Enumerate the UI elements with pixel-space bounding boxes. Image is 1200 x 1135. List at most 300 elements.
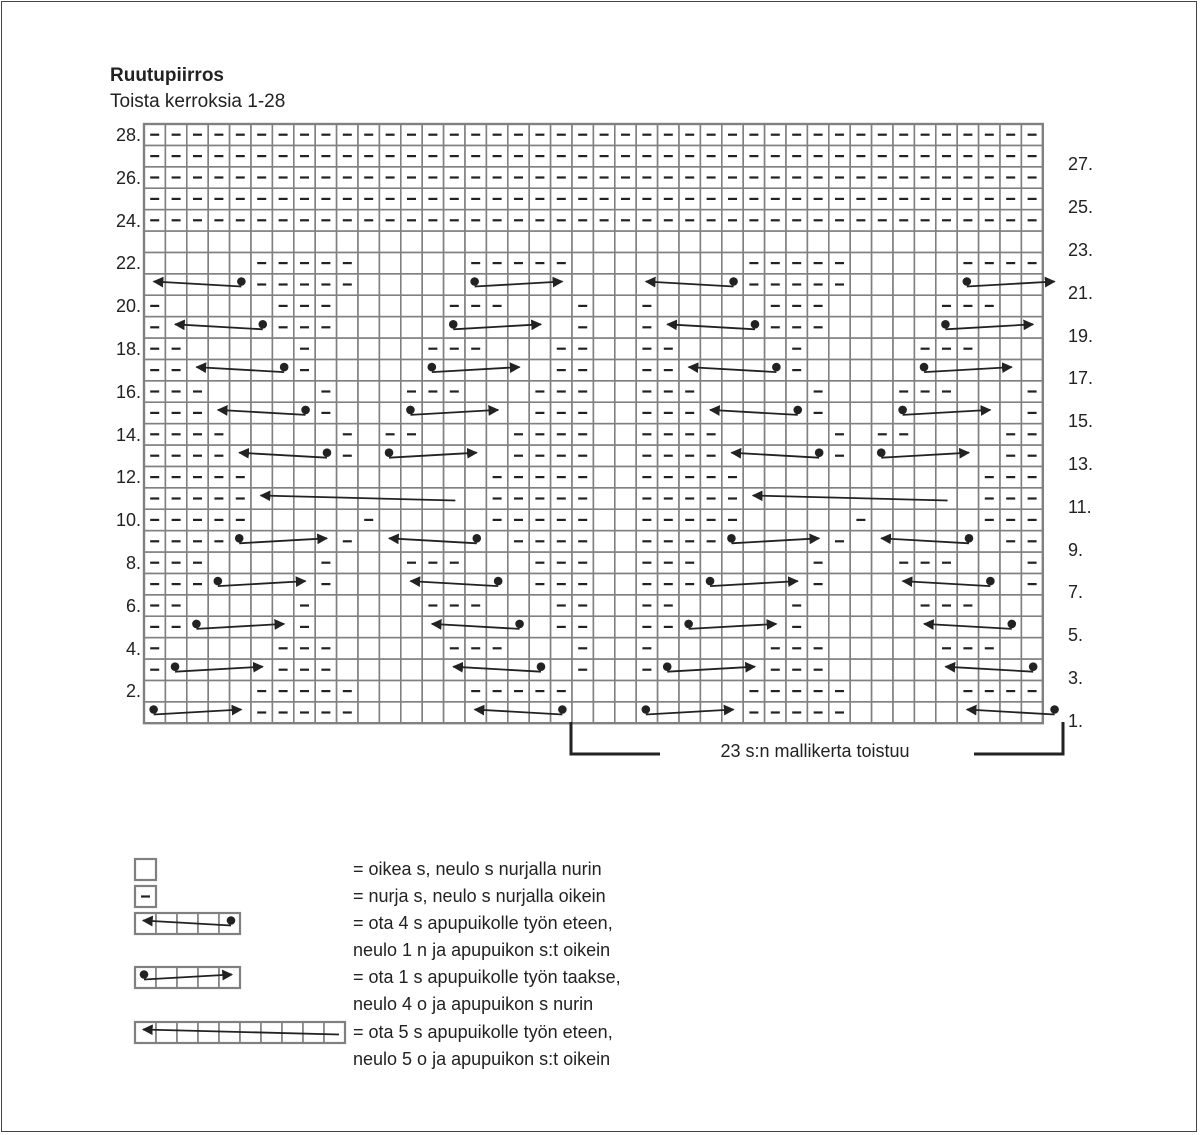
chart-cell	[722, 638, 743, 659]
chart-cell	[957, 466, 978, 487]
cable-dot	[706, 577, 715, 586]
chart-cell	[551, 231, 572, 252]
chart-cell	[979, 595, 1000, 616]
chart-cell	[551, 638, 572, 659]
chart-cell	[208, 295, 229, 316]
chart-cell	[593, 338, 614, 359]
chart-cell	[807, 595, 828, 616]
chart-cell	[850, 573, 871, 594]
chart-cell	[786, 424, 807, 445]
chart-cell	[508, 231, 529, 252]
chart-cell	[936, 509, 957, 530]
chart-cell	[914, 466, 935, 487]
chart-cell	[230, 638, 251, 659]
chart-cell	[508, 338, 529, 359]
chart-cell	[486, 702, 507, 723]
chart-cell	[1000, 638, 1021, 659]
chart-cell	[444, 680, 465, 701]
chart-cell	[872, 359, 893, 380]
chart-cell	[807, 424, 828, 445]
chart-cell	[465, 488, 486, 509]
chart-cell	[936, 466, 957, 487]
chart-cell	[700, 702, 721, 723]
chart-cell	[422, 424, 443, 445]
chart-cell	[615, 359, 636, 380]
chart-cell	[850, 252, 871, 273]
chart-cell	[722, 252, 743, 273]
chart-cell	[1000, 595, 1021, 616]
cable-dot	[793, 406, 802, 415]
chart-cell	[636, 252, 657, 273]
chart-cell	[529, 231, 550, 252]
chart-cell	[593, 252, 614, 273]
chart-cell	[829, 509, 850, 530]
chart-cell	[615, 488, 636, 509]
chart-cell	[872, 531, 893, 552]
chart-cell	[294, 466, 315, 487]
chart-cell	[914, 702, 935, 723]
chart-cell	[165, 680, 186, 701]
chart-cell	[872, 317, 893, 338]
chart-cell	[829, 317, 850, 338]
chart-cell	[914, 573, 935, 594]
chart-cell	[936, 252, 957, 273]
chart-cell	[722, 552, 743, 573]
chart-cell	[230, 295, 251, 316]
chart-cell	[529, 295, 550, 316]
chart-cell	[679, 680, 700, 701]
chart-cell	[914, 488, 935, 509]
chart-cell	[936, 702, 957, 723]
chart-cell	[807, 466, 828, 487]
chart-cell	[401, 338, 422, 359]
chart-cell	[658, 680, 679, 701]
chart-cell	[486, 231, 507, 252]
chart-cell	[957, 488, 978, 509]
chart-cell	[1000, 231, 1021, 252]
chart-cell	[850, 274, 871, 295]
chart-cell	[893, 466, 914, 487]
chart-cell	[230, 552, 251, 573]
chart-cell	[593, 638, 614, 659]
cable-dot	[729, 277, 738, 286]
chart-cell	[615, 317, 636, 338]
chart-cell	[765, 231, 786, 252]
cable-dot	[171, 662, 180, 671]
chart-cell	[208, 402, 229, 423]
chart-cell	[593, 702, 614, 723]
cable-dot	[323, 448, 332, 457]
chart-cell	[700, 295, 721, 316]
chart-cell	[422, 295, 443, 316]
chart-cell	[379, 595, 400, 616]
chart-cell	[914, 424, 935, 445]
chart-cell	[850, 552, 871, 573]
chart-cell	[593, 552, 614, 573]
chart-cell	[315, 231, 336, 252]
chart-cell	[529, 338, 550, 359]
row-label-right: 15.	[1068, 411, 1094, 432]
chart-cell	[486, 595, 507, 616]
chart-cell	[700, 638, 721, 659]
chart-cell	[508, 359, 529, 380]
chart-cell	[572, 274, 593, 295]
chart-cell	[786, 488, 807, 509]
chart-cell	[379, 702, 400, 723]
chart-cell	[379, 402, 400, 423]
row-label-left: 16.	[115, 381, 141, 402]
chart-cell	[1021, 595, 1042, 616]
cable-dot	[877, 448, 886, 457]
chart-cell	[807, 616, 828, 637]
chart-cell	[743, 381, 764, 402]
legend-text: neulo 4 o ja apupuikon s nurin	[353, 994, 594, 1014]
legend-text: = ota 1 s apupuikolle työn taakse,	[353, 967, 621, 987]
chart-cell	[294, 424, 315, 445]
chart-cell	[251, 424, 272, 445]
chart-cell	[872, 402, 893, 423]
chart-cell	[337, 359, 358, 380]
chart-cell	[979, 424, 1000, 445]
chart-cell	[593, 680, 614, 701]
chart-cell	[529, 359, 550, 380]
chart-cell	[872, 381, 893, 402]
chart-cell	[936, 424, 957, 445]
chart-cell	[337, 509, 358, 530]
chart-cell	[1000, 552, 1021, 573]
chart-cell	[679, 359, 700, 380]
chart-cell	[401, 573, 422, 594]
chart-cell	[1000, 402, 1021, 423]
chart-cell	[872, 338, 893, 359]
chart-cell	[272, 616, 293, 637]
chart-cell	[979, 702, 1000, 723]
row-label-left: 22.	[115, 253, 141, 274]
chart-cell	[358, 638, 379, 659]
row-label-right: 7.	[1068, 582, 1084, 603]
chart-cell	[829, 595, 850, 616]
chart-cell	[850, 702, 871, 723]
cable-dot	[192, 620, 201, 629]
chart-cell	[850, 359, 871, 380]
chart-cell	[444, 445, 465, 466]
chart-cell	[593, 595, 614, 616]
chart-cell	[957, 552, 978, 573]
chart-cell	[508, 552, 529, 573]
chart-cell	[957, 231, 978, 252]
chart-cell	[615, 702, 636, 723]
chart-cell	[187, 317, 208, 338]
chart-cell	[700, 252, 721, 273]
row-label-left: 24.	[115, 210, 141, 231]
chart-cell	[593, 295, 614, 316]
chart-cell	[936, 659, 957, 680]
chart-cell	[272, 595, 293, 616]
chart-cell	[508, 317, 529, 338]
chart-cell	[358, 573, 379, 594]
legend-text: = ota 4 s apupuikolle työn eteen,	[353, 913, 613, 933]
row-label-right: 11.	[1068, 496, 1092, 517]
chart-cell	[401, 680, 422, 701]
chart-cell	[872, 573, 893, 594]
chart-cell	[422, 702, 443, 723]
chart-cell	[743, 638, 764, 659]
chart-cell	[914, 509, 935, 530]
chart-cell	[872, 616, 893, 637]
repeat-label: 23 s:n mallikerta toistuu	[720, 741, 910, 761]
cable-dot	[385, 448, 394, 457]
chart-cell	[872, 638, 893, 659]
chart-cell	[593, 509, 614, 530]
chart-cell	[208, 359, 229, 380]
legend-text: neulo 5 o ja apupuikon s:t oikein	[353, 1049, 611, 1069]
chart-cell	[979, 381, 1000, 402]
legend-symbol-cable-4-front	[135, 913, 240, 934]
chart-cell	[743, 338, 764, 359]
chart-cell	[187, 252, 208, 273]
chart-cell	[636, 231, 657, 252]
chart-cell	[422, 638, 443, 659]
legend-symbol-cable-5-front	[135, 1022, 345, 1043]
cable-dot	[963, 277, 972, 286]
chart-cell	[615, 338, 636, 359]
chart-cell	[872, 680, 893, 701]
chart-cell	[529, 317, 550, 338]
chart-cell	[850, 445, 871, 466]
chart-cell	[251, 638, 272, 659]
chart-cell	[850, 402, 871, 423]
chart-cell	[872, 702, 893, 723]
chart-cell	[872, 295, 893, 316]
chart-cell	[422, 252, 443, 273]
chart-cell	[829, 466, 850, 487]
cable-dot	[815, 448, 824, 457]
chart-cell	[679, 595, 700, 616]
cable-dot	[258, 320, 267, 329]
chart-cell	[358, 424, 379, 445]
row-label-right: 27.	[1068, 154, 1094, 175]
chart-cell	[829, 402, 850, 423]
chart-cell	[208, 381, 229, 402]
row-label-right: 1.	[1068, 710, 1084, 731]
chart-cell	[829, 659, 850, 680]
chart-cell	[829, 231, 850, 252]
chart-cell	[315, 359, 336, 380]
chart-cell	[893, 359, 914, 380]
chart-cell	[936, 616, 957, 637]
chart-cell	[572, 702, 593, 723]
chart-cell	[251, 509, 272, 530]
chart-cell	[658, 317, 679, 338]
chart-cell	[294, 231, 315, 252]
chart-cell	[615, 595, 636, 616]
chart-cell	[1021, 295, 1042, 316]
chart-cell	[358, 466, 379, 487]
chart-cell	[551, 659, 572, 680]
chart-cell	[294, 552, 315, 573]
cable-dot	[772, 363, 781, 372]
cable-dot	[986, 577, 995, 586]
chart-cell	[465, 509, 486, 530]
chart-cell	[850, 680, 871, 701]
legend-symbols	[135, 859, 345, 1043]
chart-cell	[337, 466, 358, 487]
chart-cell	[230, 702, 251, 723]
chart-cell	[208, 595, 229, 616]
chart-cell	[465, 402, 486, 423]
chart-cell	[422, 466, 443, 487]
chart-cell	[444, 659, 465, 680]
chart-cell	[936, 680, 957, 701]
chart-cell	[401, 317, 422, 338]
chart-cell	[850, 595, 871, 616]
chart-cell	[401, 659, 422, 680]
chart-cell	[615, 274, 636, 295]
chart-cell	[700, 381, 721, 402]
chart-cell	[379, 295, 400, 316]
chart-cell	[743, 445, 764, 466]
chart-cell	[850, 616, 871, 637]
chart-cell	[444, 466, 465, 487]
chart-cell	[358, 595, 379, 616]
chart-cell	[529, 638, 550, 659]
chart-cell	[337, 295, 358, 316]
legend-text: = oikea s, neulo s nurjalla nurin	[353, 859, 602, 879]
chart-cell	[593, 466, 614, 487]
chart-cell	[337, 616, 358, 637]
chart-cell	[272, 488, 293, 509]
chart-cell	[251, 552, 272, 573]
chart-cell	[486, 338, 507, 359]
chart-cell	[294, 531, 315, 552]
chart-cell	[444, 616, 465, 637]
chart-cell	[1021, 338, 1042, 359]
chart-cell	[872, 466, 893, 487]
chart-cell	[872, 274, 893, 295]
chart-cell	[251, 488, 272, 509]
chart-cell	[358, 381, 379, 402]
chart-cell	[743, 616, 764, 637]
chart-cell	[444, 231, 465, 252]
chart-cell	[165, 274, 186, 295]
chart-cell	[829, 338, 850, 359]
chart-cell	[893, 573, 914, 594]
chart-cell	[551, 274, 572, 295]
chart-cell	[251, 659, 272, 680]
chart-cell	[358, 317, 379, 338]
chart-cell	[187, 231, 208, 252]
cable-dot	[558, 705, 567, 714]
chart-cell	[979, 445, 1000, 466]
chart-cell	[979, 359, 1000, 380]
chart-cell	[337, 381, 358, 402]
chart-cell	[893, 616, 914, 637]
chart-cell	[401, 638, 422, 659]
chart-cell	[700, 338, 721, 359]
row-label-right: 5.	[1068, 625, 1084, 646]
chart-cell	[936, 274, 957, 295]
chart-cell	[1000, 573, 1021, 594]
chart-cell	[379, 573, 400, 594]
chart-cell	[615, 381, 636, 402]
chart-cell	[551, 295, 572, 316]
chart-cell	[743, 424, 764, 445]
cable-dot	[920, 363, 929, 372]
chart-cell	[914, 231, 935, 252]
chart-cell	[444, 274, 465, 295]
chart-cell	[829, 381, 850, 402]
chart-cell	[401, 466, 422, 487]
chart-cell	[422, 573, 443, 594]
chart-cell	[465, 381, 486, 402]
chart-cell	[230, 595, 251, 616]
chart-cell	[358, 231, 379, 252]
cable-dot	[684, 620, 693, 629]
chart-cell	[979, 231, 1000, 252]
chart-cell	[422, 659, 443, 680]
chart-cell	[593, 424, 614, 445]
chart-cell	[700, 231, 721, 252]
chart-cell	[230, 402, 251, 423]
chart-cell	[743, 552, 764, 573]
chart-cell	[230, 231, 251, 252]
chart-cell	[508, 381, 529, 402]
chart-cell	[358, 702, 379, 723]
chart-cell	[893, 231, 914, 252]
cable-dot	[941, 320, 950, 329]
row-label-right: 23.	[1068, 240, 1094, 260]
chart-cell	[872, 552, 893, 573]
chart-cell	[593, 359, 614, 380]
chart-cell	[272, 231, 293, 252]
chart-cell	[743, 659, 764, 680]
chart-cell	[658, 638, 679, 659]
chart-cell	[529, 616, 550, 637]
chart-cell	[893, 252, 914, 273]
chart-cell	[850, 466, 871, 487]
cable-dot	[663, 662, 672, 671]
chart-cell	[658, 295, 679, 316]
chart-cell	[337, 231, 358, 252]
cable-dot	[515, 620, 524, 629]
chart-cell	[401, 531, 422, 552]
chart-cell	[1021, 638, 1042, 659]
chart-cell	[914, 680, 935, 701]
chart-cell	[379, 359, 400, 380]
chart-cell	[529, 595, 550, 616]
chart-cell	[786, 466, 807, 487]
chart-cell	[914, 274, 935, 295]
chart-cell	[593, 231, 614, 252]
chart-cell	[615, 402, 636, 423]
chart-title: Ruutupiirros	[110, 65, 224, 86]
chart-cell	[444, 509, 465, 530]
chart-cell	[615, 616, 636, 637]
chart-cell	[593, 488, 614, 509]
chart-cell	[765, 338, 786, 359]
chart-cell	[379, 466, 400, 487]
chart-cell	[722, 702, 743, 723]
chart-cell	[786, 381, 807, 402]
chart-cell	[679, 338, 700, 359]
chart-cell	[401, 616, 422, 637]
chart-cell	[1021, 616, 1042, 637]
cable-dot	[727, 534, 736, 543]
chart-cell	[593, 531, 614, 552]
chart-cell	[722, 381, 743, 402]
chart-cell	[936, 488, 957, 509]
chart-cell	[251, 595, 272, 616]
